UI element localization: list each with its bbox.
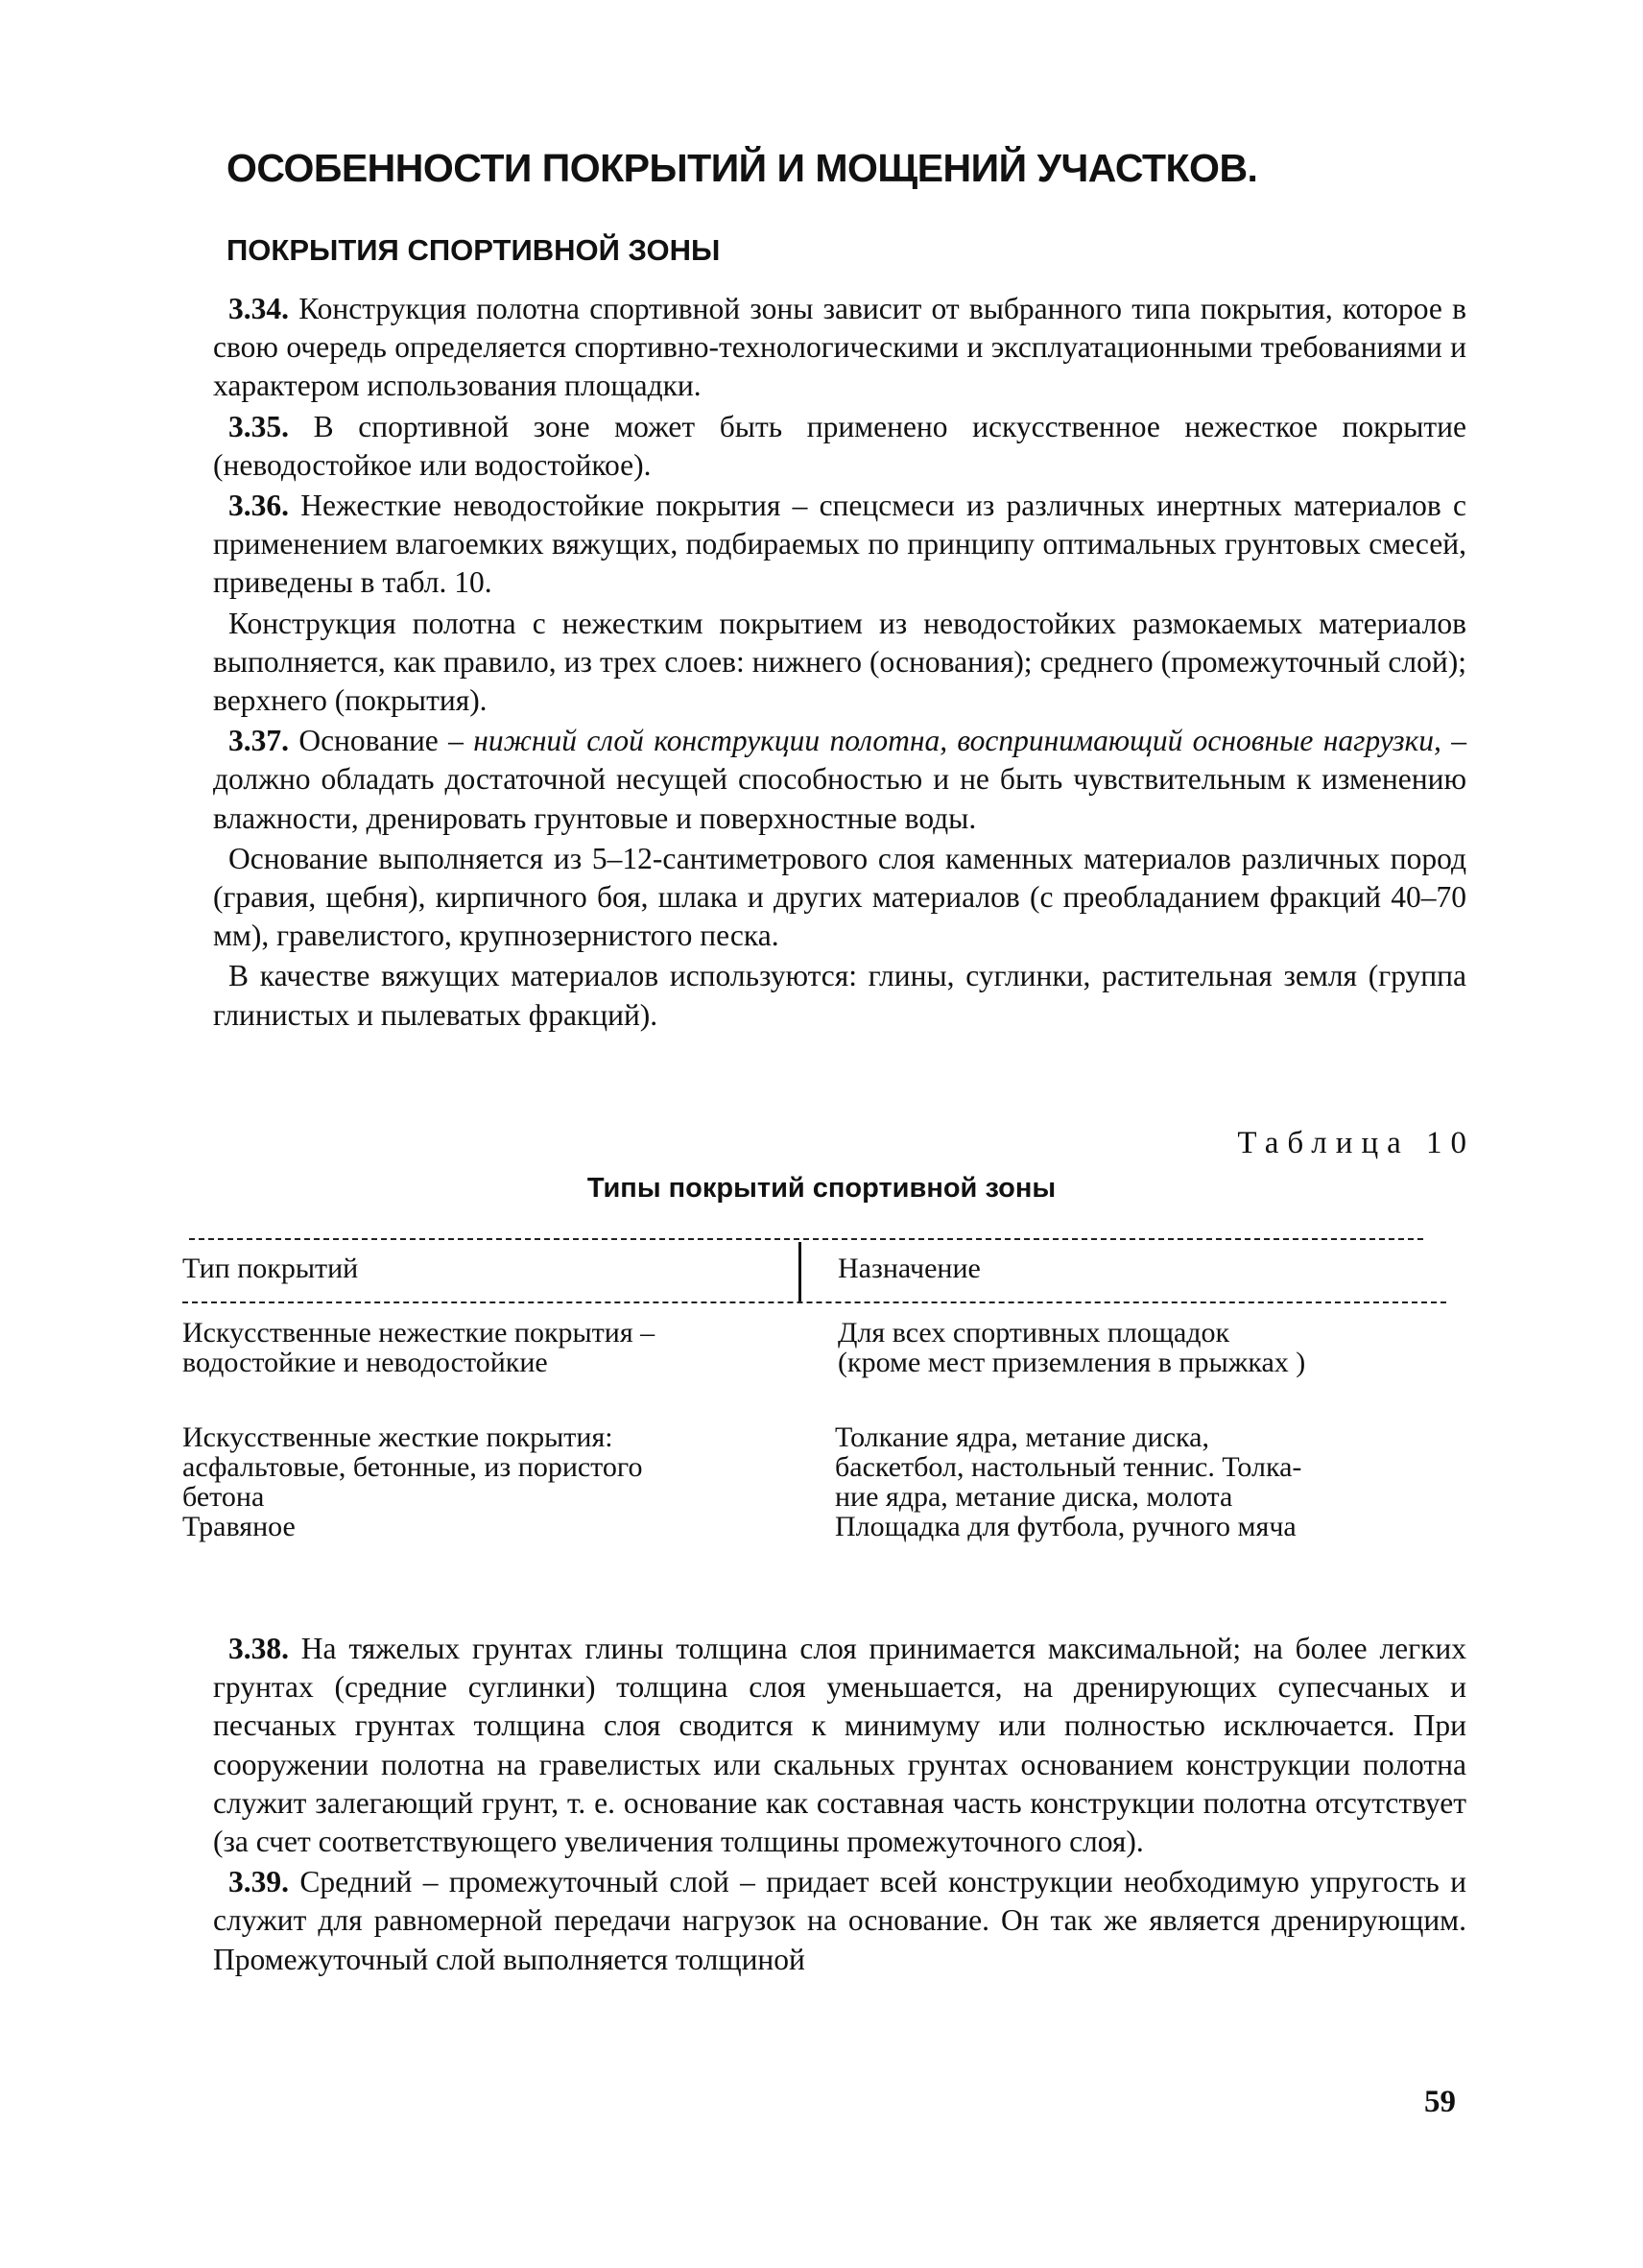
paragraph-3-39: 3.39. Средний – промежуточный слой – придает всей конструкции необходимую упругость и служит для равномерной передачи нагрузок на основание. Он так же является дренирующим. Промежуточный слой выполняется толщиной bbox=[213, 1865, 1466, 1976]
paragraph-3-37: 3.37. Основание – нижний слой конструкции полотна, воспринимающий основные нагрузки, – должно обладать достаточной несущей способностью и не быть чувствительным к изменению влажности, дренировать грунтовые и поверхностные воды. bbox=[213, 724, 1466, 835]
table-column-divider bbox=[798, 1242, 801, 1301]
table-header-type: Тип покрытий bbox=[182, 1253, 359, 1284]
paragraph-3-38: 3.38. На тяжелых грунтах глины толщина слоя принимается максимальной; на более легких грунтах (средние суглинки) толщина слоя уменьшается, на дренирующих супесчаных и песчаных грунтах толщина слоя сводится к минимуму или полностью исключается. При сооружении полотна на гравелистых или скальных грунтах основанием конструкции полотна служит залегающий грунт, т. е. основание как составная часть конструкции полотна отсутствует (за счет соответствующего увеличения толщины промежуточного слоя). bbox=[213, 1632, 1466, 1859]
section-heading: ОСОБЕННОСТИ ПОКРЫТИЙ И МОЩЕНИЙ УЧАСТКОВ. bbox=[226, 146, 1258, 190]
body-text-bottom bbox=[213, 1630, 1466, 1979]
table-title: Типы покрытий спортивной зоны bbox=[586, 1173, 1057, 1204]
table-cell: Площадка для футбола, ручного мяча bbox=[835, 1511, 1297, 1542]
subsection-heading: ПОКРЫТИЯ СПОРТИВНОЙ ЗОНЫ bbox=[226, 233, 721, 267]
table-cell: Искусственные нежесткие покрытия – водостойкие и неводостойкие bbox=[182, 1317, 655, 1378]
body-text-top bbox=[213, 290, 1466, 1035]
paragraph-3-36: 3.36. Нежесткие неводостойкие покрытия – спецсмеси из различных инертных материалов с применением влагоемких вяжущих, подбираемых по принципу оптимальных грунтовых смесей, приведены в табл. 10. bbox=[213, 489, 1466, 600]
table-cell: Искусственные жесткие покрытия: асфальтовые, бетонные, из пористого бетона bbox=[182, 1421, 643, 1513]
page-number: 59 bbox=[1424, 2085, 1456, 2119]
table-cell: Толкание ядра, метание диска, баскетбол, настольный теннис. Толка- ние ядра, метание диска, молота bbox=[835, 1421, 1302, 1513]
paragraph-base: Основание выполняется из 5–12-сантиметрового слоя каменных материалов различных пород (гравия, щебня), кирпичного боя, шлака и других материалов (с преобладанием фракций 40–70 мм), гравелистого, крупнозернистого песка. bbox=[213, 841, 1466, 953]
paragraph-construction: Конструкция полотна с нежестким покрытием из неводостойких размокаемых материалов выполняется, как правило, из трех слоев: нижнего (основания); среднего (промежуточный слой); верхнего (покрытия). bbox=[213, 606, 1466, 718]
table-header-rule bbox=[182, 1301, 1446, 1303]
table-top-rule bbox=[189, 1238, 1423, 1240]
table-header-purpose: Назначение bbox=[838, 1253, 981, 1284]
table-cell: Для всех спортивных площадок (кроме мест приземления в прыжках ) bbox=[838, 1317, 1306, 1378]
paragraph-3-34: 3.34. Конструкция полотна спортивной зоны зависит от выбранного типа покрытия, которое в свою очередь определяется спортивно-технологическими и эксплуатационными требованиями и характером использования площадки. bbox=[213, 292, 1466, 403]
paragraph-3-35: 3.35. В спортивной зоне может быть применено искусственное нежесткое покрытие (неводостойкое или водостойкое). bbox=[213, 409, 1466, 482]
table-label: Таблица 10 bbox=[1237, 1126, 1475, 1160]
table-cell: Травяное bbox=[182, 1511, 296, 1542]
paragraph-binders: В качестве вяжущих материалов используются: глины, суглинки, растительная земля (группа глинистых и пылеватых фракций). bbox=[213, 959, 1466, 1032]
